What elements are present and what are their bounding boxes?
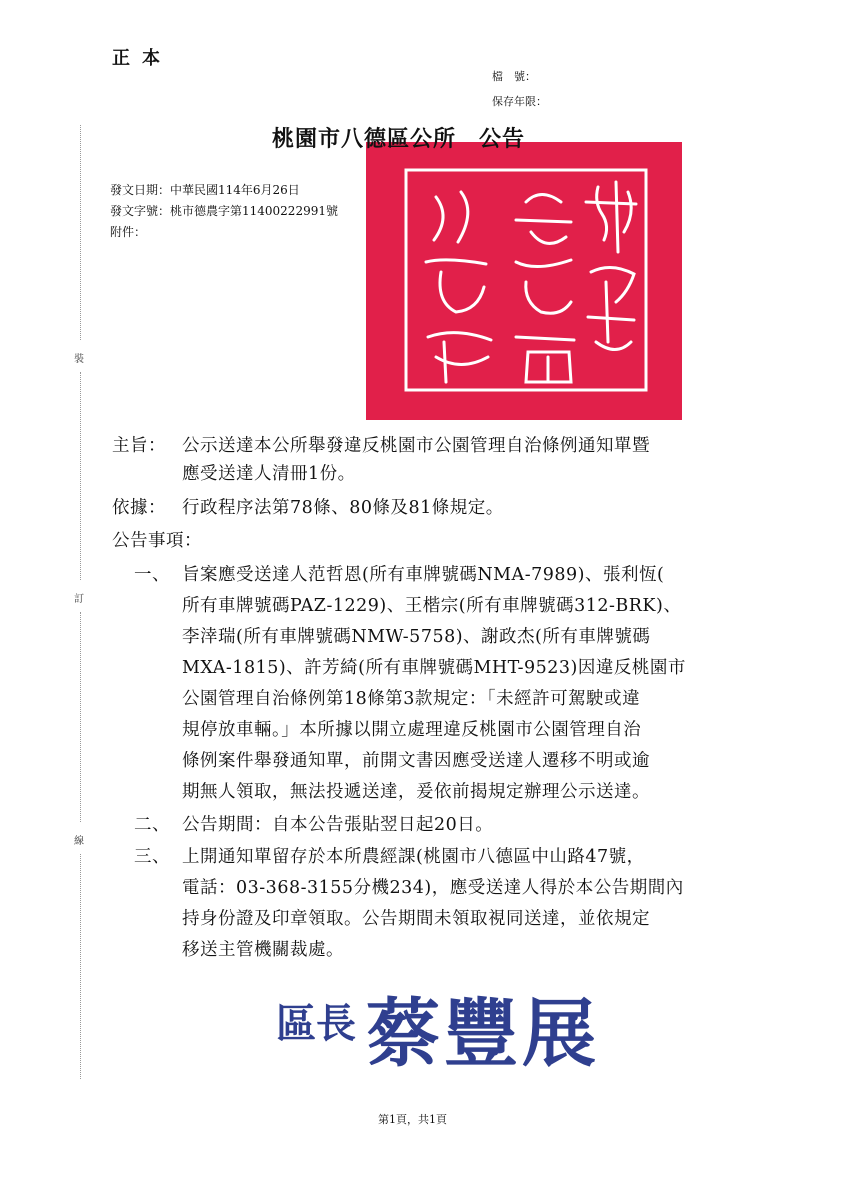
item-number: 三、 xyxy=(134,847,170,867)
retention-period-label: 保存年限： xyxy=(492,95,547,108)
binding-line-segment xyxy=(80,125,81,340)
item-line: 李涬瑞(所有車牌號碼NMW-5758)、謝政杰(所有車牌號碼 xyxy=(182,627,651,647)
district-chief-signature xyxy=(274,985,604,1080)
official-seal xyxy=(366,142,682,420)
item-line: 規停放車輛。」本所據以開立處理違反桃園市公園管理自治 xyxy=(182,720,642,740)
seal-graphic xyxy=(366,142,682,420)
binding-line-segment xyxy=(80,612,81,822)
issue-date: 發文日期：中華民國114年6月26日 xyxy=(110,183,300,197)
item-number: 二、 xyxy=(134,815,170,835)
binding-line-segment xyxy=(80,372,81,580)
item-line: 電話：03-368-3155分機234)，應受送達人得於本公告期間內 xyxy=(182,878,684,898)
item-line: 所有車牌號碼PAZ-1229)、王楷宗(所有車牌號碼312-BRK)、 xyxy=(182,596,682,616)
item-line: 公告期間：自本公告張貼翌日起20日。 xyxy=(182,815,494,835)
binding-mark-line: 線 xyxy=(74,836,84,847)
item-line: 持身份證及印章領取。公告期間未領取視同送達，並依規定 xyxy=(182,909,650,929)
attachment-label: 附件： xyxy=(110,225,147,239)
subject-line: 應受送達人清冊1份。 xyxy=(182,464,356,484)
basis-label: 依據： xyxy=(112,498,166,518)
page-title: 桃園市八德區公所 公告 xyxy=(272,126,526,152)
svg-text:區長: 區長 xyxy=(276,1000,356,1047)
binding-line-segment xyxy=(80,854,81,1079)
signature-graphic xyxy=(274,985,604,1080)
item-line: 公園管理自治條例第18條第3款規定：「未經許可駕駛或違 xyxy=(182,689,641,709)
item-number: 一、 xyxy=(134,565,170,585)
issue-number: 發文字號：桃市德農字第11400222991號 xyxy=(110,204,338,218)
subject-label: 主旨： xyxy=(112,436,166,456)
binding-mark-bind: 裝 xyxy=(74,354,84,365)
item-line: MXA-1815)、許芳綺(所有車牌號碼MHT-9523)因違反桃園市 xyxy=(182,658,686,678)
basis-text: 行政程序法第78條、80條及81條規定。 xyxy=(182,498,504,518)
subject-line: 公示送達本公所舉發違反桃園市公園管理自治條例通知單暨 xyxy=(182,436,650,456)
item-line: 移送主管機關裁處。 xyxy=(182,940,344,960)
copy-label: 正本 xyxy=(112,48,172,69)
file-number-label: 檔 號： xyxy=(492,70,536,83)
page-number: 第1頁，共1頁 xyxy=(378,1113,447,1126)
item-line: 條例案件舉發通知單，前開文書因應受送達人遷移不明或逾 xyxy=(182,751,650,771)
binding-mark-staple: 訂 xyxy=(74,594,84,605)
item-line: 旨案應受送達人范哲恩(所有車牌號碼NMA-7989)、張利恆( xyxy=(182,565,665,585)
notice-items-label: 公告事項： xyxy=(112,531,202,551)
item-line: 上開通知單留存於本所農經課(桃園市八德區中山路47號， xyxy=(182,847,645,867)
svg-text:蔡豐展: 蔡豐展 xyxy=(366,991,600,1077)
item-line: 期無人領取，無法投遞送達，爰依前揭規定辦理公示送達。 xyxy=(182,782,650,802)
